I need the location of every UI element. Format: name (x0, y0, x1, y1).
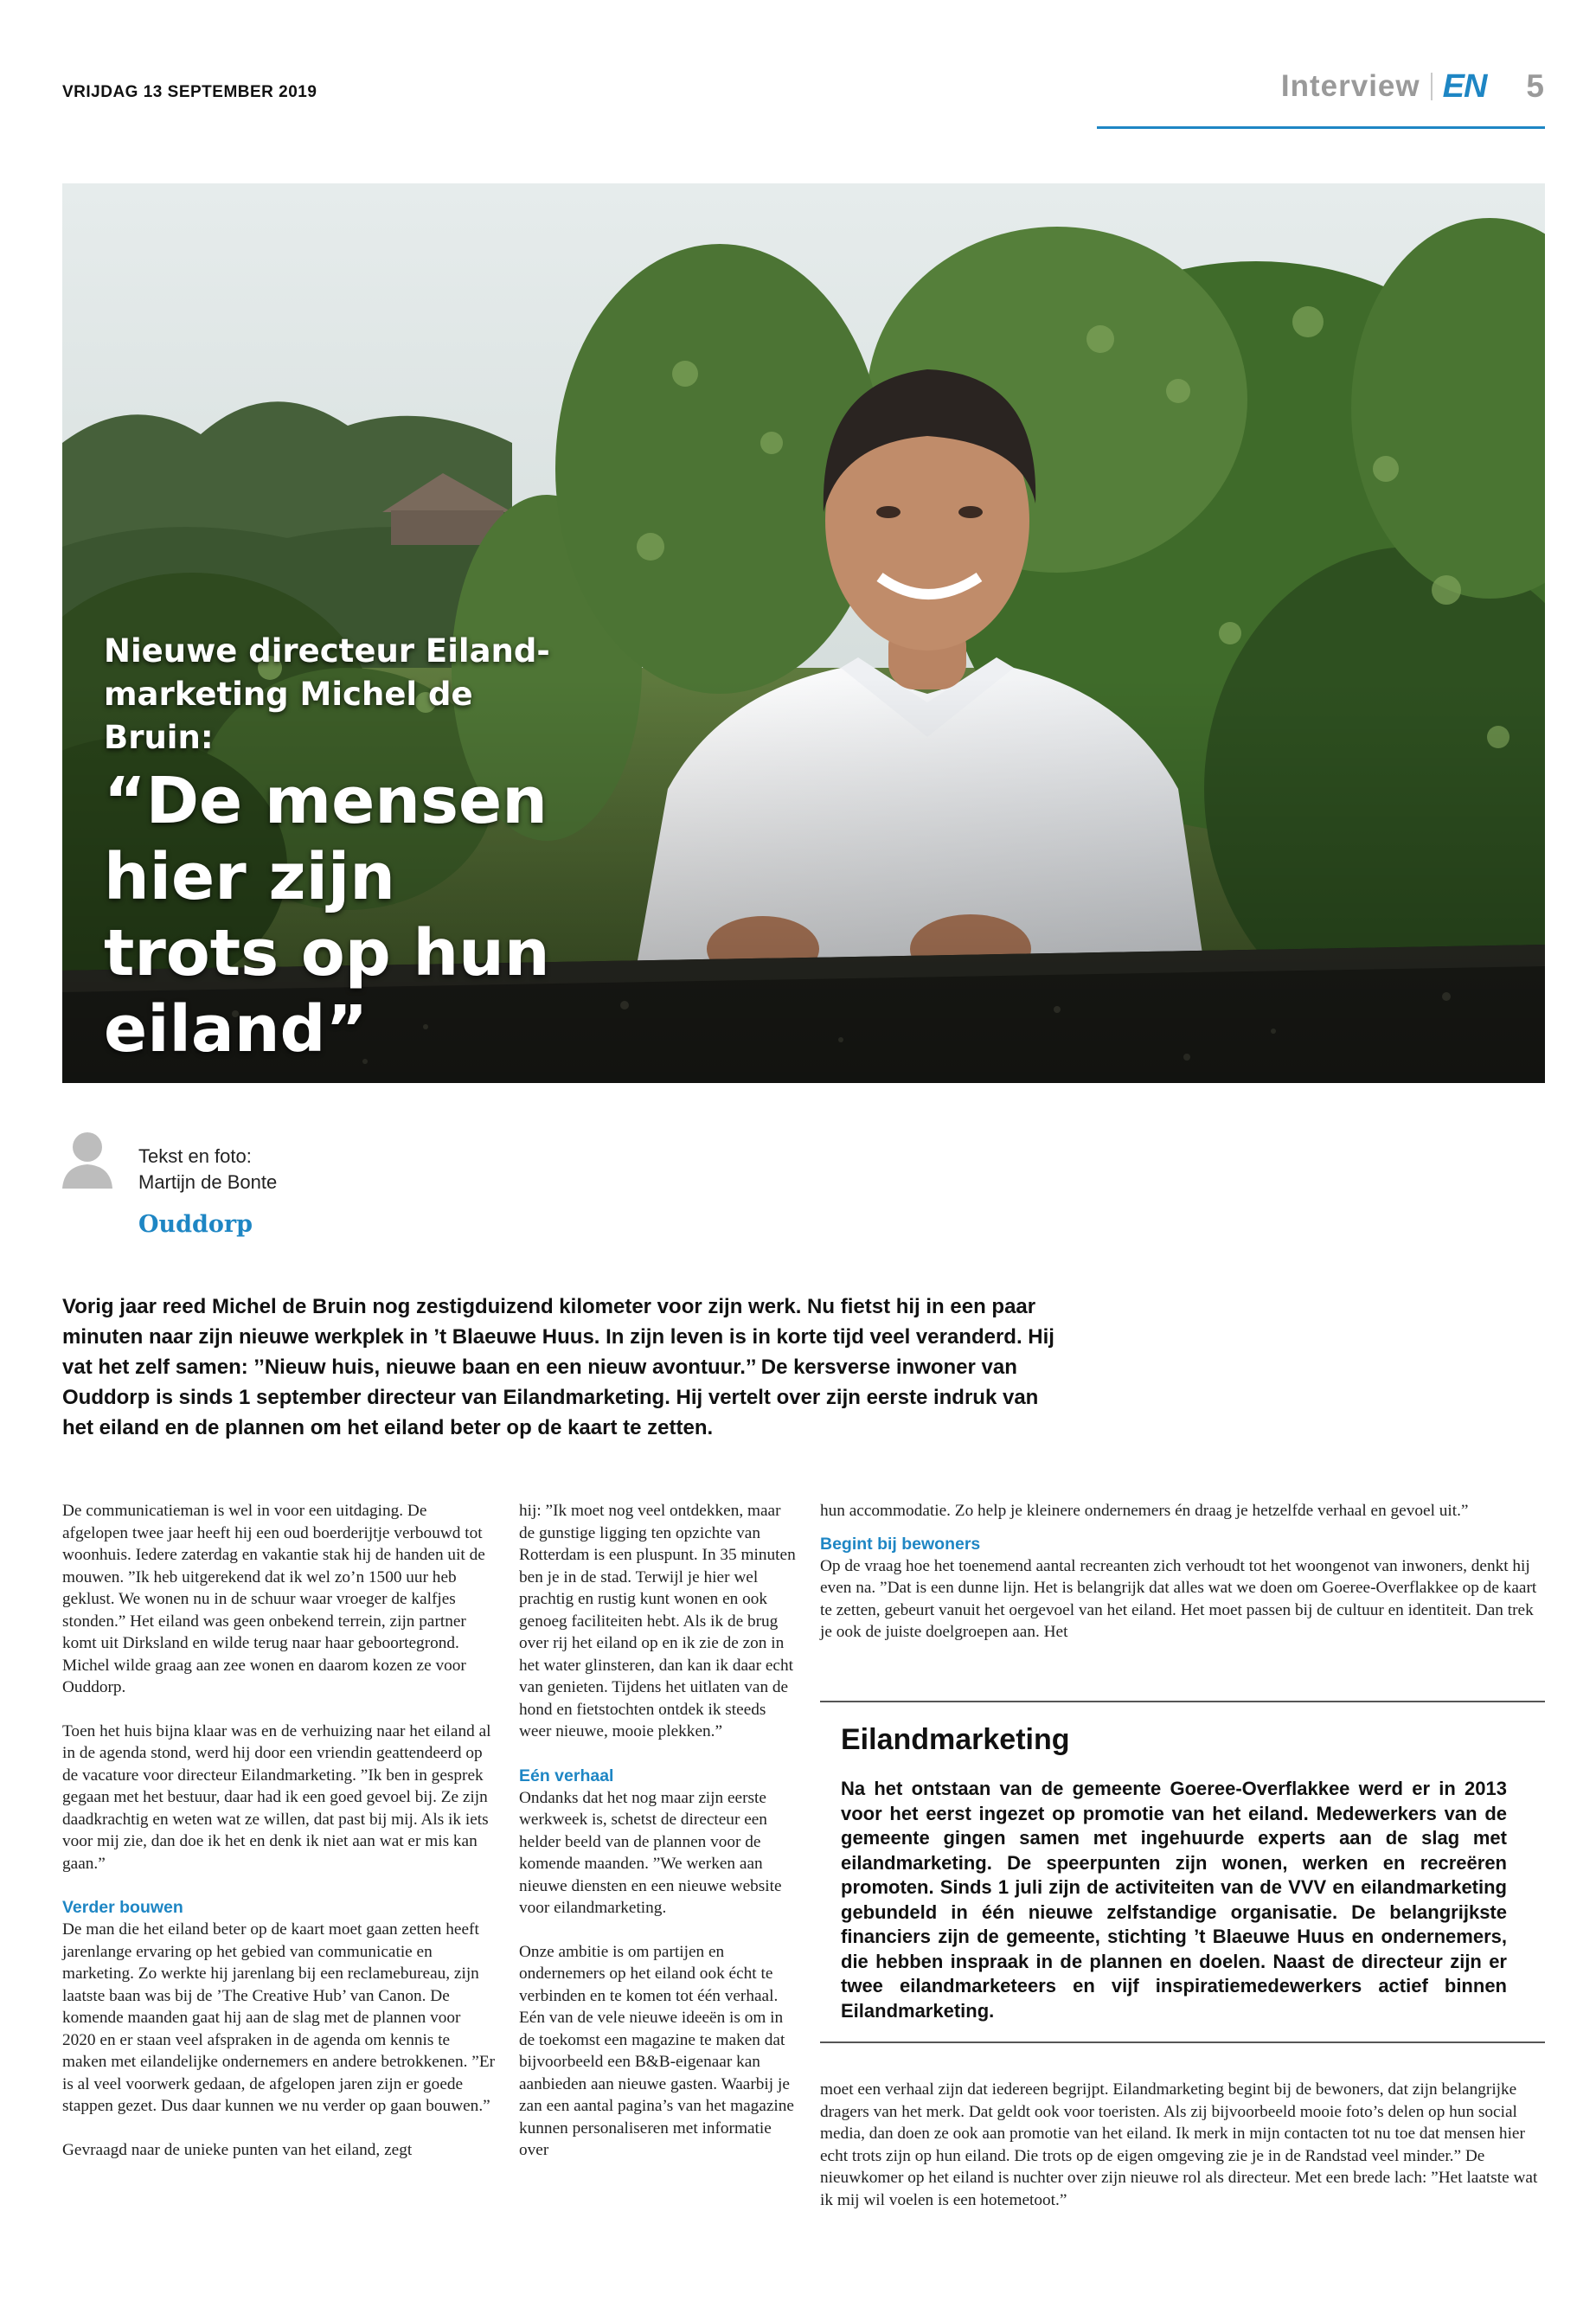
article-column-2 (519, 1500, 796, 2183)
headline-title-line-2: hier zijn (104, 840, 395, 914)
headline-title-line-4: eiland” (104, 992, 369, 1067)
subheading-begint-bij-bewoners: Begint bij bewoners (820, 1534, 981, 1554)
headline-title (104, 763, 588, 1067)
paragraph: moet een verhaal zijn dat iedereen begrijpt. Eilandmarketing begint bij de bewoners, dat zijn belangrijke dragers van het merk. Dat geldt ook voor toeristen. Als zij bijvoorbeeld mooie foto’s delen op hun social media, dan doen ze ook aan promotie van het eiland. Ik merk in mijn contacten tot nu toe dat mensen hier echt trots zijn op hun eiland. Die trots op de eigen omgeving zie je in de Randstad veel minder.” De nieuwkomer op het eiland is nuchter over zijn nieuwe rol als directeur. Met een brede lach: ”Het laatste wat ik mij wil voelen is een hotemetoot.” (820, 2080, 1538, 2209)
page-number: 5 (1526, 68, 1544, 104)
infobox-eilandmarketing (820, 1701, 1545, 2043)
subheading-een-verhaal: Eén verhaal (519, 1766, 614, 1785)
publication-logo: EN (1442, 67, 1487, 105)
paragraph: De man die het eiland beter op de kaart moet gaan zetten heeft jarenlange ervaring op het gebied van communicatie en marketing. Zo werkte hij jarenlang bij een reclamebureau, zijn laatste baan was bij de ’The Creative Hub’ van Canon. De komende maanden gaat hij aan de slag met de plannen voor 2020 en er staan veel afspraken in de agenda om kennis te maken met eilandelijke ondernemers en andere betrokkenen. ”Er is al veel voorwerk gedaan, de afgelopen jaren zijn er goede stappen gezet. Dus daar kunnen we nu verder op gaan bouwen.” (62, 1920, 496, 2115)
paragraph: Gevraagd naar de unieke punten van het eiland, zegt (62, 2140, 413, 2159)
paragraph: Op de vraag hoe het toenemend aantal recreanten zich verhoudt tot het woongenot van inwoners, denkt hij even na. ”Dat is een dunne lijn. Het is belangrijk dat alles wat we doen om Goeree-Overflakkee op de kaart te zetten, gebeurt vanuit het oergevoel van het eiland. Het moet passen bij de cultuur en identiteit. Dan trek je ook de juiste doelgroepen aan. Het (820, 1556, 1537, 1641)
subheading-verder-bouwen: Verder bouwen (62, 1898, 183, 1917)
paragraph: Onze ambitie is om partijen en ondernemers op het eiland ook écht te verbinden en te komen tot één verhaal. Eén van de vele nieuwe ideeën is om in de toekomst een magazine te maken dat bijvoorbeeld een B&B-eigenaar kan aanbieden aan nieuwe gasten. Waarbij je zan een aantal pagina’s van het magazine kunnen personaliseren met informatie over (519, 1942, 794, 2159)
headline (104, 630, 588, 1067)
header-rule (1097, 126, 1545, 129)
header-divider (1431, 73, 1433, 100)
headline-kicker-line-1: Nieuwe directeur Eiland- (104, 632, 550, 670)
section-label: Interview (1280, 69, 1420, 103)
paragraph: Toen het huis bijna klaar was en de verhuizing naar het eiland al in de agenda stond, werd hij door een vriendin geattendeerd op de vacature voor directeur Eilandmarketing. ”Ik ben in gesprek gegaan met het bestuur, daar had ik een goed gevoel bij. Ze zijn daadkrachtig en weten wat ze willen, dat past bij mij. Als ik iets voor mij zie, dan doe ik het en denk ik niet aan wat er mis kan gaan.” (62, 1721, 491, 1873)
byline-author: Martijn de Bonte (138, 1171, 278, 1193)
headline-title-line-1: “De mensen (104, 764, 548, 838)
paragraph: Ondanks dat het nog maar zijn eerste werkweek is, schetst de directeur een helder beeld van de plannen voor de komende maanden. ”We werken aan nieuwe diensten en een nieuwe website voor eilandmarketing. (519, 1788, 782, 1917)
article-column-3 (820, 1500, 1545, 1665)
article-column-3-continued (820, 2079, 1545, 2233)
article-intro: Vorig jaar reed Michel de Bruin nog zestigduizend kilometer voor zijn werk. Nu fietst hij in een paar minuten naar zijn nieuwe werkplek in ’t Blaeuwe Huus. In zijn leven is in korte tijd veel veranderd. Hij vat het zelf samen: ’’Nieuw huis, nieuwe baan en een nieuw avontuur.’’ De kersverse inwoner van Ouddorp is sinds 1 september directeur van Eilandmarketing. Hij vertelt over zijn eerste indruk van het eiland en de plannen om het eiland beter op de kaart te zetten. (62, 1295, 1054, 1439)
article-column-1 (62, 1500, 495, 2182)
byline (138, 1144, 277, 1195)
page-header (1281, 67, 1544, 106)
headline-kicker-line-2: marketing Michel de Bruin: (104, 676, 473, 756)
dateline: Ouddorp (138, 1211, 253, 1238)
person-silhouette-icon (62, 1130, 112, 1189)
paragraph: hij: ”Ik moet nog veel ontdekken, maar de gunstige ligging ten opzichte van Rotterdam is een pluspunt. In 35 minuten ben je in de stad. Terwijl je hier wel prachtig en rustig kunt wonen en ook genoeg faciliteiten hebt. Als ik de brug over rij het eiland op en ik zie de zon in het water glinsteren, dan kan ik daar echt van genieten. Tijdens het uitlaten van de hond en fietstochten ontdek ik steeds weer nieuwe, mooie plekken.” (519, 1502, 796, 1740)
paragraph: De communicatieman is wel in voor een uitdaging. De afgelopen twee jaar heeft hij een oud boerderijtje verbouwd tot woonhuis. Iedere zaterdag en vakantie stak hij de handen uit de mouwen. ”Ik heb uitgerekend dat ik wel zo’n 1500 uur heb geklust. We wonen nu in de schuur waar vroeger de kalfjes stonden.” Het eiland was geen onbekend terrein, zijn partner komt uit Dirksland en wilde terug naar haar geboortegrond. Michel wilde graag aan zee wonen en daarom kozen ze voor Ouddorp. (62, 1502, 485, 1696)
paragraph: hun accommodatie. Zo help je kleinere ondernemers én draag je hetzelfde verhaal en gevoel uit.” (820, 1502, 1469, 1520)
infobox-text: Na het ontstaan van de gemeente Goeree-Overflakkee werd er in 2013 voor het eerst ingezet op promotie van het eiland. Medewerkers van de gemeente gingen samen met ingehuurde experts aan de slag met eilandmarketing. De speerpunten zijn wonen, werken en recreëren promoten. Sinds 1 juli zijn de activiteiten van de VVV en eilandmarketing gebundeld in één nieuwe zelfstandige organisatie. De belangrijkste financiers zijn de gemeente, stichting ’t Blaeuwe Huus en ondernemers, die hebben inspraak in de plannen en doelen. Naast de directeur zijn er twee eilandmarketeers en vijf inspiratiemedewerkers actief binnen Eilandmarketing. (841, 1778, 1507, 2022)
issue-date: VRIJDAG 13 SEPTEMBER 2019 (62, 83, 317, 101)
byline-label: Tekst en foto: (138, 1145, 252, 1167)
infobox-title: Eilandmarketing (841, 1723, 1070, 1756)
headline-title-line-3: trots op hun (104, 916, 550, 990)
